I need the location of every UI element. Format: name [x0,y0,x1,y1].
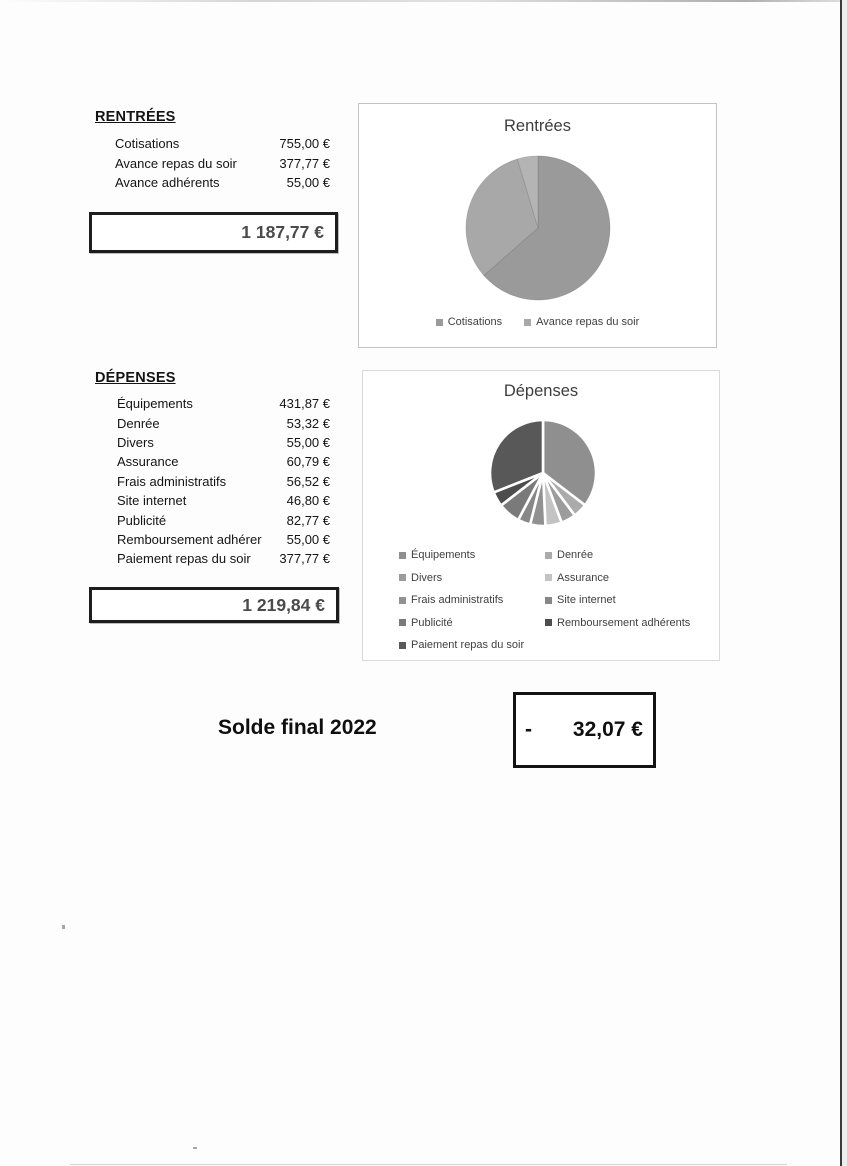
legend-marker-icon [436,319,443,326]
line-item-value: 377,77 € [279,551,330,567]
legend-item [545,612,690,635]
rentrees-heading: RENTRÉES [95,109,176,125]
line-item-row [117,413,330,432]
legend-marker-icon [545,574,552,581]
depenses-total-box [89,587,339,623]
depenses-total-value: 1 219,84 € [242,594,325,615]
solde-final-box [513,692,656,768]
line-item-label: Divers [117,434,154,450]
line-item-row [117,452,330,471]
line-item-row [115,134,330,153]
rentrees-total-box [89,212,338,253]
depenses-line-items [117,394,330,569]
legend-label: Paiement repas du soir [411,639,525,652]
legend-label: Publicité [411,616,453,629]
legend-label: Assurance [557,571,609,584]
line-item-row [117,472,330,491]
depenses-heading: DÉPENSES [95,370,176,386]
legend-label: Remboursement adhérents [557,616,691,629]
line-item-label: Site internet [117,493,187,509]
line-item-row [117,433,330,452]
line-item-label: Denrée [117,415,160,431]
legend-marker-icon [545,597,552,604]
legend-marker-icon [524,319,531,326]
legend-marker-icon [545,552,552,559]
line-item-value: 55,00 € [286,174,330,190]
line-item-value: 431,87 € [279,396,330,412]
line-item-label: Remboursement adhérer [117,531,262,547]
solde-sign: - [525,718,532,741]
depenses-chart-title: Dépenses [503,382,579,400]
legend-marker-icon [399,574,406,581]
legend-item [399,589,545,612]
solde-final-label: Solde final 2022 [218,716,377,739]
line-item-label: Avance adhérents [115,174,220,190]
line-item-row [117,510,330,529]
line-item-row [115,173,330,192]
depenses-legend [399,544,690,657]
rentrees-pie-chart [359,104,716,347]
legend-item [524,316,639,328]
scan-speck [193,1147,197,1149]
legend-label: Cotisations [447,316,503,328]
line-item-label: Assurance [117,454,179,470]
legend-label: Équipements [411,549,476,562]
line-item-value: 53,32 € [286,415,330,431]
scan-bottom-edge [70,1164,787,1165]
scan-speck [62,925,65,929]
legend-marker-icon [399,619,406,626]
line-item-row [117,491,330,510]
legend-item [399,612,545,635]
line-item-label: Équipements [117,396,193,412]
legend-marker-icon [545,619,552,626]
line-item-row [117,530,330,549]
legend-item [545,589,690,612]
scan-top-edge [0,0,847,2]
legend-marker-icon [399,642,406,649]
rentrees-chart-title: Rentrées [504,117,571,135]
line-item-value: 46,80 € [286,493,330,509]
legend-label: Frais administratifs [411,594,504,607]
line-item-value: 60,79 € [286,454,330,470]
legend-item [545,544,690,567]
legend-item [545,567,690,590]
line-item-label: Publicité [117,512,167,528]
legend-marker-icon [399,552,406,559]
rentrees-legend [359,316,716,328]
rentrees-line-items [115,134,330,192]
line-item-value: 55,00 € [286,434,330,450]
legend-label: Site internet [557,594,616,607]
line-item-value: 56,52 € [286,473,330,489]
legend-item [436,316,502,328]
line-item-label: Paiement repas du soir [117,551,251,567]
legend-item [399,634,545,657]
legend-label: Denrée [557,549,594,562]
line-item-value: 55,00 € [286,531,330,547]
legend-item [399,567,545,590]
line-item-label: Cotisations [115,136,180,152]
line-item-row [115,153,330,172]
depenses-chart-panel [362,370,720,661]
line-item-label: Avance repas du soir [115,155,237,171]
line-item-value: 377,77 € [279,155,330,171]
solde-value: 32,07 € [572,718,643,741]
line-item-label: Frais administratifs [117,473,227,489]
line-item-row [117,394,330,413]
scan-right-edge-line [840,0,842,1166]
line-item-row [117,549,330,568]
rentrees-total-value: 1 187,77 € [241,222,324,242]
legend-label: Avance repas du soir [536,316,640,328]
legend-item [399,544,545,567]
rentrees-chart-panel [358,103,717,348]
line-item-value: 82,77 € [286,512,330,528]
legend-marker-icon [399,597,406,604]
line-item-value: 755,00 € [279,136,330,152]
legend-label: Divers [411,571,443,584]
